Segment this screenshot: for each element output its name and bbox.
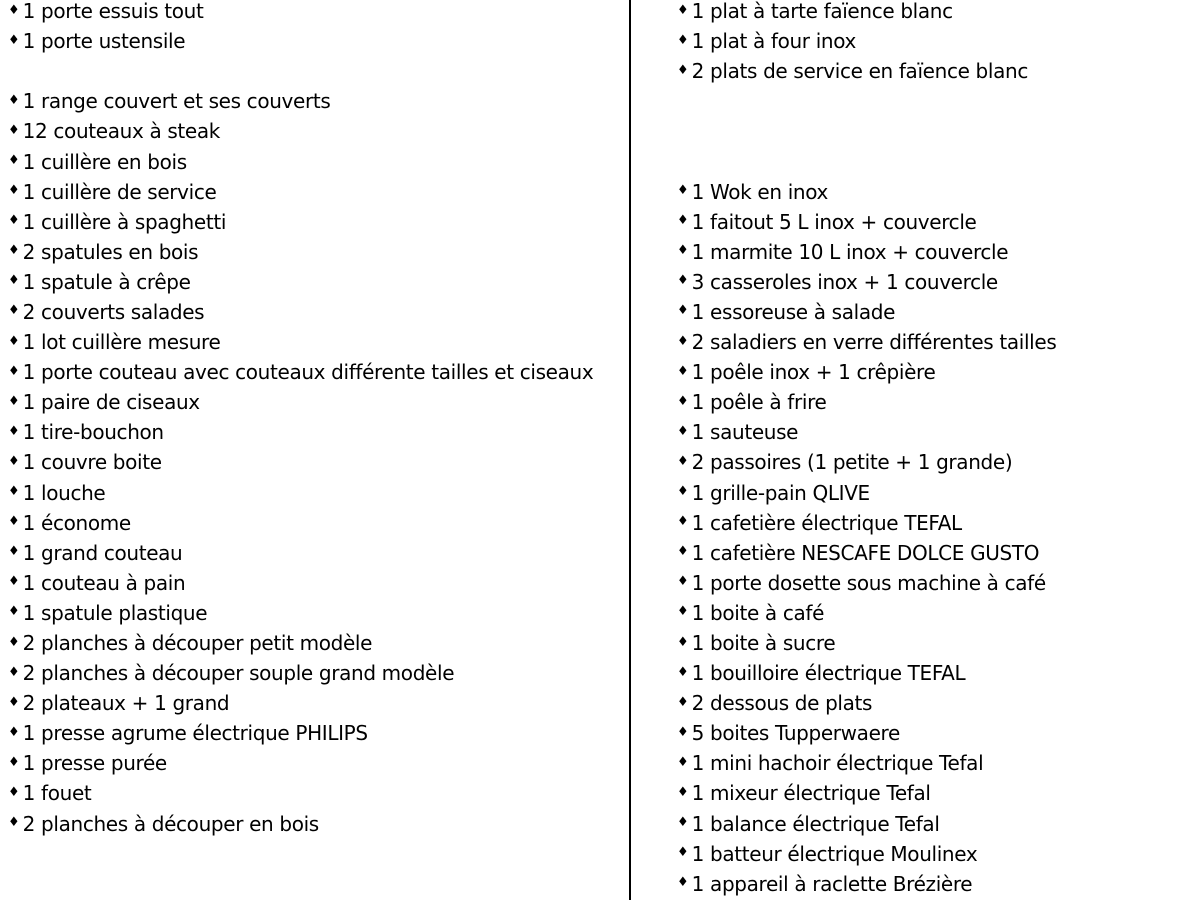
diamond-bullet-icon: ♦ [8, 544, 20, 560]
list-item-text: 1 boite à sucre [691, 631, 836, 656]
diamond-bullet-icon: ♦ [677, 634, 689, 650]
list-item-text: 1 presse purée [22, 751, 167, 776]
list-item-text: 1 appareil à raclette Brézière [691, 871, 973, 896]
list-item-text: 1 couteau à pain [22, 570, 186, 595]
list-item [677, 26, 1197, 56]
list-item-text: 1 essoreuse à salade [691, 299, 896, 324]
list-item-text: 3 casseroles inox + 1 couvercle [691, 269, 998, 294]
diamond-bullet-icon: ♦ [677, 604, 689, 620]
list-item [677, 417, 1197, 447]
diamond-bullet-icon: ♦ [677, 875, 689, 891]
list-item-text: 1 fouet [22, 781, 92, 806]
list-item-text: 1 spatule plastique [22, 600, 208, 625]
diamond-bullet-icon: ♦ [8, 574, 20, 590]
list-item-text: 1 porte ustensile [22, 29, 186, 54]
diamond-bullet-icon: ♦ [8, 92, 20, 108]
diamond-bullet-icon: ♦ [677, 784, 689, 800]
list-item [8, 538, 626, 568]
list-item-text: 1 marmite 10 L inox + couvercle [691, 239, 1009, 264]
list-item [677, 116, 1197, 146]
diamond-bullet-icon: ♦ [677, 574, 689, 590]
list-item [677, 748, 1197, 778]
diamond-bullet-icon: ♦ [677, 303, 689, 319]
list-item [677, 357, 1197, 387]
list-item [8, 26, 626, 56]
list-item [677, 0, 1197, 26]
diamond-bullet-icon: ♦ [8, 213, 20, 229]
list-item [677, 658, 1197, 688]
diamond-bullet-icon: ♦ [8, 183, 20, 199]
list-item [677, 327, 1197, 357]
diamond-bullet-icon: ♦ [8, 2, 20, 18]
list-item [8, 357, 626, 387]
list-item-text: 1 grille-pain QLIVE [691, 480, 870, 505]
list-item-text: 1 cafetière NESCAFE DOLCE GUSTO [691, 540, 1040, 565]
list-item-text: 1 lot cuillère mesure [22, 330, 221, 355]
diamond-bullet-icon: ♦ [677, 273, 689, 289]
list-item-text: 1 cuillère en bois [22, 149, 187, 174]
diamond-bullet-icon: ♦ [677, 514, 689, 530]
list-item [8, 508, 626, 538]
list-item [8, 267, 626, 297]
list-item-text: 1 grand couteau [22, 540, 183, 565]
diamond-bullet-icon: ♦ [8, 514, 20, 530]
list-item [8, 297, 626, 327]
list-item [677, 628, 1197, 658]
diamond-bullet-icon: ♦ [8, 273, 20, 289]
list-item-text: 1 porte essuis tout [22, 0, 204, 24]
diamond-bullet-icon: ♦ [677, 243, 689, 259]
list-item-text: 2 planches à découper en bois [22, 811, 319, 836]
list-item [677, 447, 1197, 477]
diamond-bullet-icon: ♦ [677, 32, 689, 48]
list-item-text: 2 plateaux + 1 grand [22, 691, 230, 716]
list-item [8, 327, 626, 357]
list-item-text: 1 mini hachoir électrique Tefal [691, 751, 984, 776]
list-item-text: 1 cuillère de service [22, 179, 217, 204]
diamond-bullet-icon: ♦ [8, 724, 20, 740]
list-item [677, 688, 1197, 718]
diamond-bullet-icon: ♦ [8, 754, 20, 770]
list-item-text: 1 boite à café [691, 600, 825, 625]
list-item [677, 56, 1197, 86]
diamond-bullet-icon: ♦ [8, 393, 20, 409]
list-item [677, 568, 1197, 598]
diamond-bullet-icon: ♦ [677, 183, 689, 199]
diamond-bullet-icon: ♦ [8, 122, 20, 138]
list-item [8, 177, 626, 207]
diamond-bullet-icon: ♦ [8, 784, 20, 800]
list-item [677, 869, 1197, 899]
diamond-bullet-icon: ♦ [677, 664, 689, 680]
inventory-column-right [677, 0, 1197, 899]
list-item [8, 146, 626, 176]
list-item [8, 417, 626, 447]
list-item-text: 2 planches à découper petit modèle [22, 631, 373, 656]
diamond-bullet-icon: ♦ [677, 363, 689, 379]
list-item-text: 1 paire de ciseaux [22, 390, 200, 415]
diamond-bullet-icon: ♦ [8, 153, 20, 169]
list-item [8, 86, 626, 116]
list-item [8, 447, 626, 477]
list-item [677, 598, 1197, 628]
list-item-text: 2 planches à découper souple grand modèle [22, 661, 455, 686]
list-item [677, 267, 1197, 297]
list-item [677, 538, 1197, 568]
list-item [677, 237, 1197, 267]
diamond-bullet-icon: ♦ [677, 544, 689, 560]
list-item-text: 2 spatules en bois [22, 239, 199, 264]
list-item-text: 2 passoires (1 petite + 1 grande) [691, 450, 1013, 475]
list-item-text: 1 poêle à frire [691, 390, 827, 415]
list-item-text: 1 porte couteau avec couteaux différente tailles et ciseaux [22, 360, 594, 385]
list-item [8, 568, 626, 598]
diamond-bullet-icon: ♦ [677, 845, 689, 861]
diamond-bullet-icon: ♦ [677, 213, 689, 229]
diamond-bullet-icon: ♦ [8, 634, 20, 650]
list-item-text: 1 porte dosette sous machine à café [691, 570, 1046, 595]
list-item-text: 1 range couvert et ses couverts [22, 89, 331, 114]
list-item [677, 478, 1197, 508]
list-item-text: 1 cuillère à spaghetti [22, 209, 227, 234]
list-item [677, 809, 1197, 839]
list-item [8, 0, 626, 26]
diamond-bullet-icon: ♦ [8, 363, 20, 379]
list-item [677, 297, 1197, 327]
list-item-text: 1 couvre boite [22, 450, 162, 475]
diamond-bullet-icon: ♦ [8, 32, 20, 48]
list-item-text: 1 cafetière électrique TEFAL [691, 510, 962, 535]
list-item-text: 1 sauteuse [691, 420, 799, 445]
list-item-text: 12 couteaux à steak [22, 119, 221, 144]
list-item [8, 718, 626, 748]
list-item [677, 778, 1197, 808]
list-item [8, 478, 626, 508]
list-item [677, 508, 1197, 538]
diamond-bullet-icon: ♦ [8, 604, 20, 620]
list-item-text: 1 presse agrume électrique PHILIPS [22, 721, 368, 746]
diamond-bullet-icon: ♦ [8, 815, 20, 831]
diamond-bullet-icon: ♦ [677, 694, 689, 710]
list-item [677, 718, 1197, 748]
list-item-text: 2 plats de service en faïence blanc [691, 59, 1028, 84]
list-item-text: 1 balance électrique Tefal [691, 811, 940, 836]
diamond-bullet-icon: ♦ [677, 453, 689, 469]
diamond-bullet-icon: ♦ [677, 484, 689, 500]
list-item-text: 1 spatule à crêpe [22, 269, 191, 294]
inventory-column-left [8, 0, 626, 839]
diamond-bullet-icon: ♦ [8, 423, 20, 439]
list-item-text: 1 économe [22, 510, 131, 535]
list-item-text: 1 mixeur électrique Tefal [691, 781, 931, 806]
list-item-text: 1 plat à four inox [691, 29, 856, 54]
list-item [677, 207, 1197, 237]
list-item [677, 177, 1197, 207]
list-item-text: 1 plat à tarte faïence blanc [691, 0, 953, 24]
list-item [8, 598, 626, 628]
list-item-text: 1 poêle inox + 1 crêpière [691, 360, 936, 385]
list-item [677, 387, 1197, 417]
diamond-bullet-icon: ♦ [677, 333, 689, 349]
list-item [677, 839, 1197, 869]
column-divider [629, 0, 631, 900]
diamond-bullet-icon: ♦ [8, 694, 20, 710]
diamond-bullet-icon: ♦ [8, 664, 20, 680]
list-item [8, 207, 626, 237]
diamond-bullet-icon: ♦ [8, 303, 20, 319]
list-item-text: 5 boites Tupperwaere [691, 721, 900, 746]
diamond-bullet-icon: ♦ [677, 2, 689, 18]
list-item-text: 2 dessous de plats [691, 691, 873, 716]
diamond-bullet-icon: ♦ [8, 333, 20, 349]
list-item-text: 1 faitout 5 L inox + couvercle [691, 209, 977, 234]
list-item [8, 56, 626, 86]
diamond-bullet-icon: ♦ [8, 243, 20, 259]
list-item [8, 237, 626, 267]
diamond-bullet-icon: ♦ [677, 754, 689, 770]
diamond-bullet-icon: ♦ [8, 484, 20, 500]
list-item-text: 1 tire-bouchon [22, 420, 164, 445]
diamond-bullet-icon: ♦ [677, 724, 689, 740]
list-item [8, 116, 626, 146]
list-item [8, 628, 626, 658]
diamond-bullet-icon: ♦ [677, 423, 689, 439]
diamond-bullet-icon: ♦ [8, 453, 20, 469]
diamond-bullet-icon: ♦ [677, 62, 689, 78]
list-item-text: 1 Wok en inox [691, 179, 828, 204]
list-item [8, 688, 626, 718]
list-item [8, 658, 626, 688]
diamond-bullet-icon: ♦ [677, 393, 689, 409]
list-item-text: 2 saladiers en verre différentes tailles [691, 330, 1057, 355]
list-item-text: 2 couverts salades [22, 299, 205, 324]
list-item [8, 809, 626, 839]
list-item-text: 1 louche [22, 480, 106, 505]
list-item [677, 146, 1197, 176]
list-item [8, 387, 626, 417]
list-item [8, 748, 626, 778]
list-item-text: 1 bouilloire électrique TEFAL [691, 661, 966, 686]
diamond-bullet-icon: ♦ [677, 815, 689, 831]
list-item [677, 86, 1197, 116]
list-item [8, 778, 626, 808]
list-item-text: 1 batteur électrique Moulinex [691, 841, 978, 866]
